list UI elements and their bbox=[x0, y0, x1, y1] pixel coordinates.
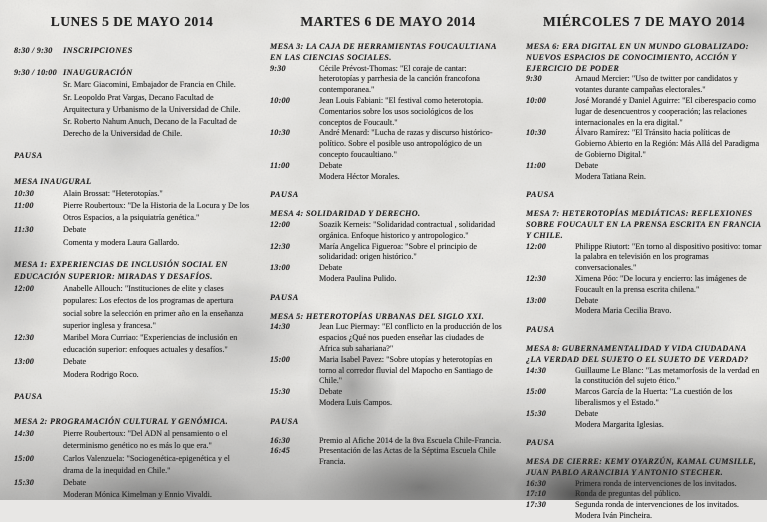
schedule-row bbox=[14, 92, 250, 116]
schedule-row bbox=[526, 366, 762, 388]
event-text: Debate bbox=[63, 357, 87, 367]
event-text: Modera Iván Pincheira. bbox=[575, 511, 653, 521]
schedule-row bbox=[526, 479, 762, 490]
event-text: José Morandé y Daniel Aguirre: "El ciberespacio como lugar de desencuentros y cooperación; las relaciones internacionales en la era digital." bbox=[575, 95, 756, 127]
schedule-row bbox=[270, 161, 506, 172]
event-text: Modera Tatiana Rein. bbox=[575, 171, 646, 181]
event-text: Segunda ronda de intervenciones de los invitados. bbox=[575, 500, 739, 510]
event-text: Pierre Roubertoux: "De la Historia de la Locura y De los Otros Espacios, a la psiquiatría genética." bbox=[63, 201, 250, 223]
schedule-row bbox=[526, 172, 762, 183]
event-text: Comenta y modera Laura Gallardo. bbox=[63, 237, 180, 247]
session-block bbox=[14, 176, 250, 249]
event-text: Modera Margarita Iglesias. bbox=[575, 419, 664, 429]
schedule-block bbox=[270, 436, 506, 468]
schedule-row bbox=[14, 489, 250, 501]
time-label: 13:00 bbox=[270, 263, 291, 273]
pause-block bbox=[526, 190, 762, 201]
pause-block bbox=[270, 417, 506, 428]
schedule-row bbox=[270, 274, 506, 285]
schedule-row bbox=[14, 332, 250, 356]
event-text: Ximena Póo: "De locura y encierro: las imágenes de Foucault en la prensa escrita chilena." bbox=[575, 273, 747, 294]
time-label: 15:30 bbox=[270, 387, 291, 397]
time-label: 12:30 bbox=[14, 333, 35, 343]
schedule-row bbox=[526, 409, 762, 420]
schedule-row bbox=[526, 274, 762, 296]
schedule-block bbox=[14, 67, 250, 140]
event-text: Arnaud Mercier: "Uso de twitter por candidatos y votantes durante campañas electorales." bbox=[575, 74, 738, 95]
schedule-row bbox=[14, 283, 250, 332]
schedule-row bbox=[270, 242, 506, 264]
event-text: Maribel Mora Curriao: "Experiencias de inclusión en educación superior: enfoques actuales y desafíos." bbox=[63, 333, 238, 355]
time-label bbox=[526, 306, 575, 317]
schedule-row bbox=[14, 224, 250, 236]
schedule-row bbox=[270, 355, 506, 387]
schedule-row bbox=[526, 96, 762, 128]
schedule-row bbox=[526, 500, 762, 511]
schedule-row bbox=[14, 356, 250, 368]
session-block bbox=[526, 42, 762, 182]
event-text: Marcos García de la Huerta: "La cuestión de los liberalismos y el Estado." bbox=[575, 387, 733, 407]
schedule-row bbox=[270, 220, 506, 242]
time-label: 10:30 bbox=[270, 128, 291, 138]
session-header: MESA DE CIERRE: KEMY OYARZÚN, KAMAL CUMSILLE, JUAN PABLO ARANCIBIA Y ANTONIO STECHER. bbox=[526, 457, 757, 477]
time-label: 14:30 bbox=[526, 365, 547, 375]
schedule-row bbox=[14, 369, 250, 381]
event-text: Jean Luc Piermay: "El conflicto en la producción de los espacios ¿Qué nos pueden enseñar las ciudades de Africa sub sahariana?" bbox=[319, 322, 502, 353]
pause-block bbox=[526, 325, 762, 336]
time-label: 12:00 bbox=[14, 284, 35, 294]
event-text: Guillaume Le Blanc: "Las metamorfosis de la verdad en la constitución del sujeto ético." bbox=[575, 365, 760, 386]
event-text: Carlos Valenzuela: "Sociogenética-epigenética y el drama de la inequidad en Chile." bbox=[63, 453, 230, 475]
schedule-row bbox=[14, 237, 250, 249]
time-label bbox=[14, 79, 63, 91]
event-text: Debate bbox=[63, 478, 87, 488]
pause-label: PAUSA bbox=[526, 438, 555, 448]
time-label: 16:45 bbox=[270, 446, 291, 456]
schedule-row bbox=[14, 477, 250, 489]
schedule-row bbox=[526, 511, 762, 522]
session-block bbox=[526, 344, 762, 430]
time-label: 15:00 bbox=[14, 453, 35, 463]
schedule-row bbox=[270, 322, 506, 354]
time-label: 10:30 bbox=[14, 188, 35, 198]
time-label bbox=[526, 420, 575, 431]
schedule-block bbox=[14, 45, 250, 57]
event-text: Álvaro Ramírez: "El Tránsito hacia políticas de Gobierno Abierto en la Región: Más Allá del Paradigma de Gobierno Digital." bbox=[575, 128, 760, 159]
schedule-row bbox=[526, 306, 762, 317]
schedule-row bbox=[270, 64, 506, 96]
time-label: 16:30 bbox=[526, 478, 547, 488]
pause-label: PAUSA bbox=[270, 416, 299, 426]
session-block bbox=[14, 416, 250, 501]
day-title: MARTES 6 DE MAYO 2014 bbox=[300, 14, 476, 29]
schedule-row bbox=[270, 96, 506, 128]
pause-label: PAUSA bbox=[270, 190, 299, 200]
session-block bbox=[270, 42, 506, 182]
event-text: Jean Louis Fabiani: "El festival como heterotopia. Comentarios sobre los usos sociológicos de los conceptos de Foucault." bbox=[319, 95, 484, 127]
time-label bbox=[526, 511, 575, 522]
time-label: 9:30 / 10:00 bbox=[14, 68, 57, 78]
session-block bbox=[14, 259, 250, 381]
event-text: Premio al Afiche 2014 de la 8va Escuela Chile-Francia. bbox=[319, 435, 502, 445]
event-text: Cécile Prévost-Thomas: "El coraje de cantar: heterotopías y parrhesia de la canción francofona contemporanea." bbox=[319, 63, 480, 95]
time-label: 14:30 bbox=[14, 429, 35, 439]
event-text: Debate bbox=[319, 387, 343, 397]
schedule-row bbox=[526, 420, 762, 431]
session-block bbox=[526, 457, 762, 522]
schedule-row bbox=[14, 188, 250, 200]
time-label bbox=[526, 172, 575, 183]
pause-block bbox=[526, 438, 762, 449]
time-label bbox=[14, 369, 63, 381]
schedule-row bbox=[526, 74, 762, 96]
time-label bbox=[270, 274, 319, 285]
time-label: 17:10 bbox=[526, 489, 547, 499]
event-text: Sr. Leopoldo Prat Vargas, Decano Facultad de Arquitectura y Urbanismo de la Universidad de Chile. bbox=[63, 92, 241, 114]
event-text: Maria Isabel Pavez: "Sobre utopías y heterotopías en torno al corredor fluvial del Mapocho en Santiago de Chile." bbox=[319, 354, 493, 386]
schedule-row bbox=[270, 398, 506, 409]
day-column-1 bbox=[14, 8, 250, 500]
schedule-row bbox=[270, 128, 506, 160]
schedule-row bbox=[14, 428, 250, 452]
time-label: 11:30 bbox=[14, 225, 34, 235]
event-text: André Menard: "Lucha de razas y discurso histórico-político. Sobre el posible uso antropológico de un concepto foucaultiano." bbox=[319, 128, 493, 159]
session-header: MESA 4: SOLIDARIDAD Y DERECHO. bbox=[270, 209, 421, 219]
time-label: 12:00 bbox=[526, 241, 547, 251]
pause-block bbox=[270, 293, 506, 304]
time-label: 12:30 bbox=[526, 273, 547, 283]
event-text: Soazik Kerneis: "Solidaridad contractual , solidaridad orgánica. Enfoque historico y antropologico." bbox=[319, 219, 496, 240]
schedule-row bbox=[14, 45, 250, 57]
session-block bbox=[526, 209, 762, 317]
pause-label: PAUSA bbox=[14, 391, 43, 401]
event-text: Modera Héctor Morales. bbox=[319, 171, 400, 181]
time-label: 12:30 bbox=[270, 241, 291, 251]
pause-label: PAUSA bbox=[14, 151, 43, 161]
pause-block bbox=[14, 391, 250, 403]
session-header: MESA 8: GUBERNAMENTALIDAD Y VIDA CIUDADANA ¿LA VERDAD DEL SUJETO O EL SUJETO DE VERDAD? bbox=[526, 343, 749, 364]
time-label: 11:00 bbox=[270, 160, 290, 170]
time-label bbox=[270, 398, 319, 409]
time-label: 11:00 bbox=[526, 160, 546, 170]
event-text: Presentación de las Actas de la Séptima Escuela Chile Francia. bbox=[319, 446, 496, 467]
event-text: Sr. Roberto Nahum Anuch, Decano de la Facultad de Derecho de la Universidad de Chile. bbox=[63, 117, 237, 139]
session-block bbox=[270, 209, 506, 285]
time-label: 14:30 bbox=[270, 322, 291, 332]
time-label: 11:00 bbox=[14, 201, 34, 211]
session-header: MESA INAUGURAL bbox=[14, 176, 92, 186]
schedule-row bbox=[14, 67, 250, 79]
session-block bbox=[270, 312, 506, 409]
event-text: María Angelica Figueroa: "Sobre el principio de solidaridad: origen histórico." bbox=[319, 241, 477, 262]
day-title: LUNES 5 DE MAYO 2014 bbox=[50, 14, 214, 29]
event-text: Modera Rodrigo Roco. bbox=[63, 369, 139, 379]
event-text: Debate bbox=[63, 225, 87, 235]
schedule-row bbox=[14, 79, 250, 91]
time-label bbox=[14, 237, 63, 249]
time-label: 13:00 bbox=[526, 295, 547, 305]
time-label: 10:00 bbox=[526, 95, 547, 105]
event-text: Debate bbox=[575, 295, 599, 305]
event-text: Modera Luis Campos. bbox=[319, 397, 392, 407]
event-text: Anabelle Allouch: "Instituciones de elite y clases populares: Los efectos de los programas de apertura social sobre la selección en primer año en la enseñanza superior inglesa y francesa." bbox=[63, 284, 244, 330]
session-header: MESA 5: HETEROTOPÍAS URBANAS DEL SIGLO XXI. bbox=[270, 311, 485, 321]
time-label: 15:30 bbox=[526, 408, 547, 418]
session-header: MESA 7: HETEROTOPÍAS MEDIÁTICAS: REFLEXIONES SOBRE FOUCAULT EN LA PRENSA ESCRITA EN FRANCIA Y CHILE. bbox=[526, 209, 762, 240]
time-label: 15:00 bbox=[526, 387, 547, 397]
event-text: Debate bbox=[575, 160, 599, 170]
schedule-row bbox=[270, 446, 506, 468]
event-text: INSCRIPCIONES bbox=[63, 46, 133, 55]
schedule-row bbox=[14, 200, 250, 224]
time-label: 9:30 bbox=[270, 63, 286, 73]
time-label bbox=[14, 116, 63, 140]
schedule-row bbox=[14, 116, 250, 140]
schedule-row bbox=[270, 436, 506, 447]
time-label: 8:30 / 9:30 bbox=[14, 46, 53, 55]
event-text: Debate bbox=[575, 408, 599, 418]
schedule-row bbox=[526, 489, 762, 500]
day-column-3 bbox=[526, 8, 762, 521]
schedule-row bbox=[270, 387, 506, 398]
schedule-row bbox=[270, 172, 506, 183]
event-text: Modera Paulina Pulido. bbox=[319, 273, 397, 283]
day-column-2 bbox=[270, 8, 506, 500]
time-label: 15:30 bbox=[14, 478, 35, 488]
time-label: 12:00 bbox=[270, 219, 291, 229]
session-header: MESA 6: ERA DIGITAL EN UN MUNDO GLOBALIZADO: NUEVOS ESPACIOS DE CONOCIMIENTO, ACCIÓN Y EJERCICIO DE PODER bbox=[526, 42, 749, 73]
pause-block bbox=[270, 190, 506, 201]
event-text: INAUGURACIÓN bbox=[63, 68, 133, 78]
session-header: MESA 2: PROGRAMACIÓN CULTURAL Y GENÓMICA. bbox=[14, 417, 229, 427]
event-text: Debate bbox=[319, 263, 343, 273]
pause-label: PAUSA bbox=[270, 292, 299, 302]
time-label bbox=[14, 489, 63, 501]
schedule-row bbox=[526, 296, 762, 307]
schedule-row bbox=[526, 128, 762, 160]
event-text: Sr. Marc Giacomini, Embajador de Francia en Chile. bbox=[63, 80, 236, 90]
event-text: Modera Maria Cecilia Bravo. bbox=[575, 306, 672, 316]
schedule-row bbox=[526, 387, 762, 409]
schedule-row bbox=[14, 453, 250, 477]
time-label: 9:30 bbox=[526, 74, 542, 84]
session-header: MESA 3: LA CAJA DE HERRAMIENTAS FOUCAULTIANA EN LAS CIENCIAS SOCIALES. bbox=[270, 42, 497, 62]
schedule-row bbox=[526, 161, 762, 172]
event-text: Debate bbox=[319, 160, 343, 170]
time-label: 13:00 bbox=[14, 357, 35, 367]
event-text: Primera ronda de intervenciones de los invitados. bbox=[575, 478, 737, 488]
day-title: MIÉRCOLES 7 DE MAYO 2014 bbox=[542, 14, 746, 29]
pause-label: PAUSA bbox=[526, 190, 555, 200]
event-text: Alain Brossat: "Heterotopías." bbox=[63, 188, 163, 198]
time-label: 10:00 bbox=[270, 95, 291, 105]
schedule-row bbox=[270, 263, 506, 274]
time-label: 10:30 bbox=[526, 128, 547, 138]
time-label bbox=[270, 172, 319, 183]
schedule-row bbox=[526, 242, 762, 274]
event-text: Ronda de preguntas del público. bbox=[575, 489, 681, 499]
time-label: 16:30 bbox=[270, 435, 291, 445]
event-text: Philippe Riutort: "En torno al dispositivo positivo: tomar la palabra en televisión en los programas conversacionales." bbox=[575, 241, 762, 273]
time-label: 15:00 bbox=[270, 354, 291, 364]
session-header: MESA 1: EXPERIENCIAS DE INCLUSIÓN SOCIAL EN EDUCACIÓN SUPERIOR: MIRADAS Y DESAFÍOS. bbox=[14, 259, 228, 282]
event-text: Pierre Roubertoux: "Del ADN al pensamiento o el determinismo genético no es más lo que era." bbox=[63, 429, 228, 451]
time-label bbox=[14, 92, 63, 116]
pause-block bbox=[14, 150, 250, 162]
time-label: 17:30 bbox=[526, 500, 547, 510]
pause-label: PAUSA bbox=[526, 325, 555, 335]
event-text: Moderan Mónica Kimelman y Ennio Vivaldi. bbox=[63, 490, 212, 500]
